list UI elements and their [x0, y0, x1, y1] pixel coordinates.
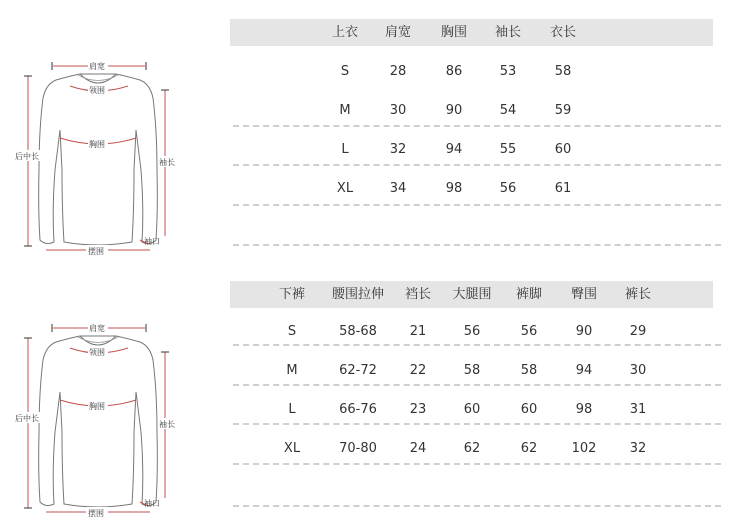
- hem-label: 摆围: [88, 509, 104, 518]
- value-cell: 34: [389, 181, 407, 196]
- value-cell: 30: [389, 103, 407, 118]
- value-cell: 24: [409, 441, 427, 456]
- value-cell: 56: [499, 181, 517, 196]
- table-row: [230, 91, 713, 131]
- header-cell: 下裤: [278, 287, 305, 302]
- size-cell: L: [288, 402, 296, 417]
- table-row: [230, 312, 713, 352]
- value-cell: 90: [575, 324, 593, 339]
- value-cell: 98: [445, 181, 463, 196]
- header-cell: 臀围: [570, 287, 597, 302]
- value-cell: 55: [499, 142, 517, 157]
- chest-label: 胸围: [89, 402, 105, 411]
- size-cell: S: [340, 64, 350, 79]
- value-cell: 62: [520, 441, 538, 456]
- value-cell: 56: [520, 324, 538, 339]
- value-cell: 102: [571, 441, 597, 456]
- bottom-table-header: [230, 281, 713, 308]
- header-cell: 大腿围: [452, 287, 492, 302]
- value-cell: 62-72: [339, 363, 377, 378]
- back-length-label: 后中长: [15, 414, 39, 423]
- value-cell: 58: [463, 363, 481, 378]
- dashed-divider: [233, 505, 721, 507]
- value-cell: 54: [499, 103, 517, 118]
- value-cell: 62: [463, 441, 481, 456]
- value-cell: 23: [409, 402, 427, 417]
- table-row: [230, 130, 713, 170]
- collar-label: 领围: [89, 348, 105, 357]
- header-cell: 肩宽: [384, 25, 411, 40]
- value-cell: 30: [629, 363, 647, 378]
- shirt-diagram: [10, 50, 190, 260]
- top-garment-sketch: [10, 50, 190, 260]
- dashed-divider: [233, 384, 721, 386]
- value-cell: 86: [445, 64, 463, 79]
- value-cell: 31: [629, 402, 647, 417]
- size-cell: M: [286, 363, 298, 378]
- value-cell: 60: [554, 142, 572, 157]
- value-cell: 56: [463, 324, 481, 339]
- value-cell: 28: [389, 64, 407, 79]
- sleeve-label: 袖长: [159, 420, 175, 429]
- value-cell: 53: [499, 64, 517, 79]
- size-cell: L: [341, 142, 349, 157]
- header-cell: 腰围拉伸: [331, 287, 384, 302]
- value-cell: 29: [629, 324, 647, 339]
- value-cell: 21: [409, 324, 427, 339]
- table-row: [230, 52, 713, 92]
- size-cell: XL: [336, 181, 354, 196]
- bottom-garment-sketch: [10, 312, 190, 522]
- hem-label: 摆围: [88, 247, 104, 256]
- size-cell: M: [339, 103, 351, 118]
- table-row: [230, 169, 713, 209]
- value-cell: 22: [409, 363, 427, 378]
- value-cell: 60: [520, 402, 538, 417]
- shoulder-label: 肩宽: [89, 62, 105, 71]
- value-cell: 61: [554, 181, 572, 196]
- value-cell: 58: [520, 363, 538, 378]
- dashed-divider: [233, 463, 721, 465]
- collar-label: 领围: [89, 86, 105, 95]
- value-cell: 66-76: [339, 402, 377, 417]
- value-cell: 59: [554, 103, 572, 118]
- shoulder-label: 肩宽: [89, 324, 105, 333]
- value-cell: 98: [575, 402, 593, 417]
- top-table-header: [230, 19, 713, 46]
- header-cell: 裤长: [624, 287, 651, 302]
- header-cell: 裆长: [404, 287, 431, 302]
- sleeve-label: 袖长: [159, 158, 175, 167]
- value-cell: 60: [463, 402, 481, 417]
- shirt-diagram: [10, 312, 190, 522]
- top-size-block: [0, 0, 750, 262]
- header-cell: 胸围: [440, 25, 467, 40]
- value-cell: 58: [554, 64, 572, 79]
- size-cell: S: [287, 324, 297, 339]
- cuff-label: 袖口: [144, 499, 160, 508]
- cuff-label: 袖口: [144, 237, 160, 246]
- dashed-divider: [233, 344, 721, 346]
- header-cell: 袖长: [494, 25, 521, 40]
- header-cell: 上衣: [331, 25, 358, 40]
- value-cell: 32: [629, 441, 647, 456]
- back-length-label: 后中长: [15, 152, 39, 161]
- size-cell: XL: [283, 441, 301, 456]
- bottom-size-block: [0, 262, 750, 524]
- dashed-divider: [233, 423, 721, 425]
- value-cell: 94: [575, 363, 593, 378]
- value-cell: 70-80: [339, 441, 377, 456]
- value-cell: 32: [389, 142, 407, 157]
- value-cell: 90: [445, 103, 463, 118]
- header-cell: 衣长: [549, 25, 576, 40]
- header-cell: 裤脚: [515, 287, 542, 302]
- dashed-divider: [233, 244, 721, 246]
- value-cell: 58-68: [339, 324, 377, 339]
- value-cell: 94: [445, 142, 463, 157]
- chest-label: 胸围: [89, 140, 105, 149]
